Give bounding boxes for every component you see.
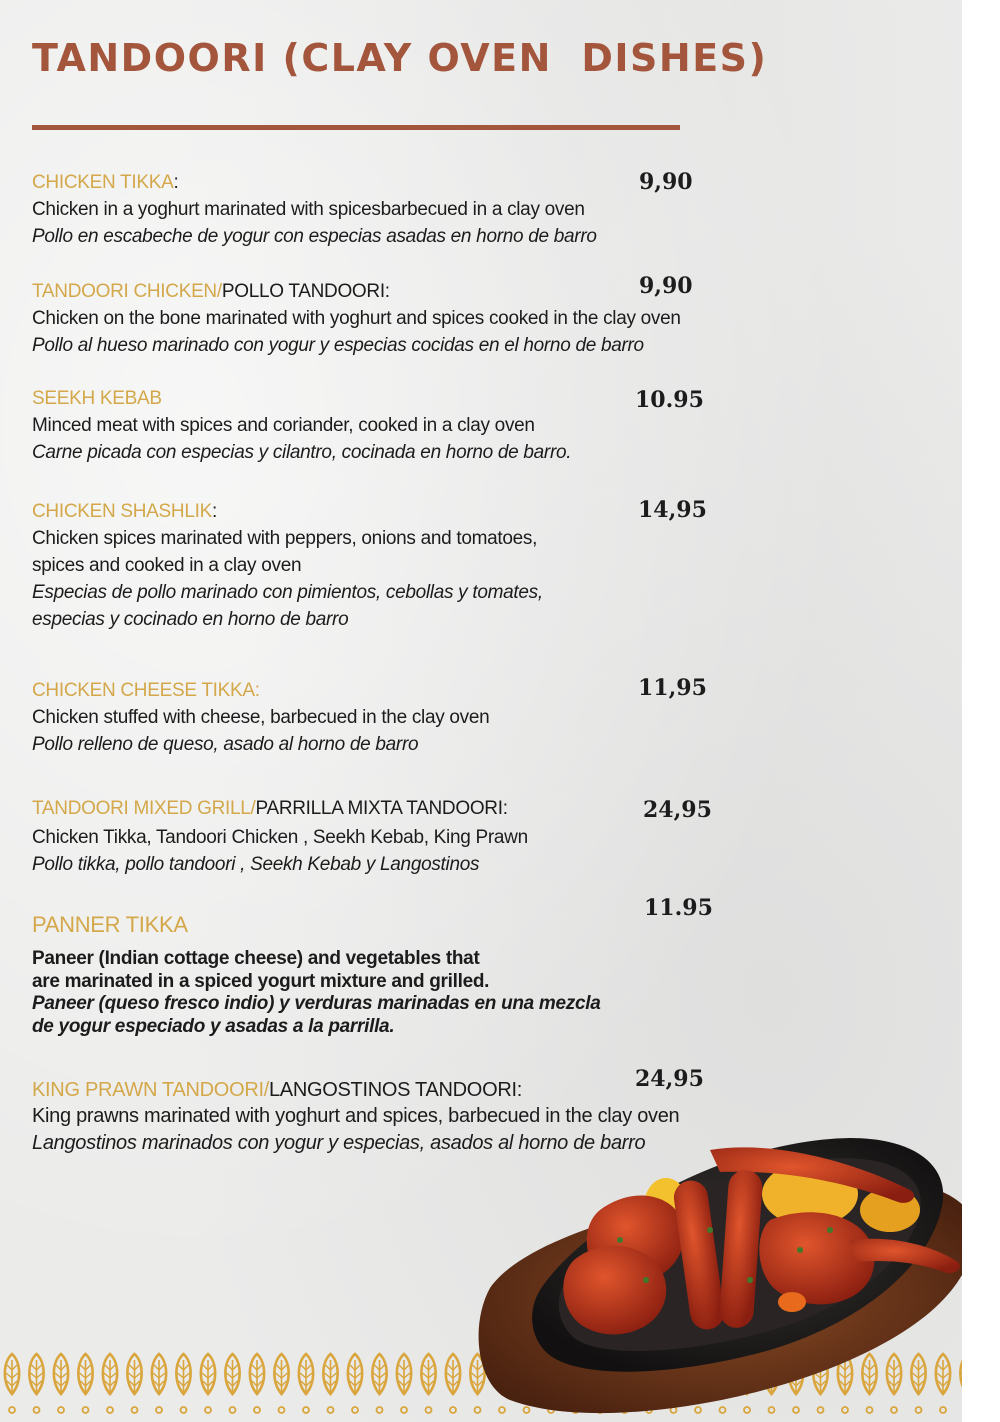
leaf-motif [103, 1354, 117, 1413]
leaf-motif [299, 1354, 313, 1413]
item-description-es: Carne picada con especias y cilantro, cocinada en horno de barro. [32, 442, 572, 463]
item-price: 10.95 [635, 387, 704, 413]
leaf-motif [421, 1354, 435, 1413]
item-description-es: Especias de pollo marinado con pimientos, cebollas y tomates, [32, 582, 543, 603]
leaf-motif [78, 1354, 92, 1413]
item-description-es: Langostinos marinados con yogur y especias, asados al horno de barro [32, 1132, 646, 1154]
item-description-es: Pollo en escabeche de yogur con especias asadas en horno de barro [32, 226, 597, 247]
tandoori-platter-image [470, 1110, 962, 1422]
item-description-en-line2: spices and cooked in a clay oven [32, 555, 302, 576]
menu-item-panner-tikka [32, 910, 752, 1038]
leaf-motif [152, 1354, 166, 1413]
item-description-en: Chicken stuffed with cheese, barbecued in the clay oven [32, 707, 490, 728]
item-description-en: Chicken spices marinated with peppers, onions and tomatoes, [32, 528, 538, 549]
item-price: 14,95 [638, 497, 707, 523]
item-price: 9,90 [639, 169, 693, 195]
item-name: CHICKEN CHEESE TIKKA: [32, 680, 260, 701]
leaf-motif [397, 1354, 411, 1413]
leaf-motif [201, 1354, 215, 1413]
item-description-es-line2: especias y cocinado en horno de barro [32, 609, 349, 630]
leaf-motif [323, 1354, 337, 1413]
leaf-motif [446, 1354, 460, 1413]
leaf-motif [127, 1354, 141, 1413]
leaf-motif [225, 1354, 239, 1413]
item-description-es: Pollo relleno de queso, asado al horno de barro [32, 734, 419, 755]
item-name: KING PRAWN TANDOORI/LANGOSTINOS TANDOORI: [32, 1079, 522, 1101]
item-description-es: Pollo tikka, pollo tandoori , Seekh Kebab y Langostinos [32, 854, 480, 875]
item-description-es-line2: de yogur especiado y asadas a la parrilla. [32, 1015, 395, 1037]
item-description-en: Paneer (Indian cottage cheese) and vegetables that [32, 948, 480, 969]
item-description-en: King prawns marinated with yoghurt and spices, barbecued in the clay oven [32, 1105, 680, 1127]
leaf-motif [5, 1354, 19, 1413]
item-description-es: Paneer (queso fresco indio) y verduras marinadas en una mezcla [32, 993, 601, 1014]
item-name: TANDOORI CHICKEN/POLLO TANDOORI: [32, 281, 390, 302]
leaf-motif [274, 1354, 288, 1413]
item-description-en: Chicken Tikka, Tandoori Chicken , Seekh Kebab, King Prawn [32, 827, 528, 848]
leaf-motif [54, 1354, 68, 1413]
item-name: SEEKH KEBAB [32, 388, 162, 409]
item-price: 11,95 [638, 675, 707, 701]
item-price: 11.95 [644, 895, 713, 921]
item-price: 9,90 [639, 273, 693, 299]
item-price: 24,95 [635, 1066, 704, 1092]
item-name: PANNER TIKKA [32, 912, 188, 937]
item-name: CHICKEN TIKKA: [32, 172, 179, 193]
leaf-motif [29, 1354, 43, 1413]
item-price: 24,95 [643, 797, 712, 823]
item-description-en: Chicken on the bone marinated with yoghurt and spices cooked in the clay oven [32, 308, 681, 329]
leaf-motif [250, 1354, 264, 1413]
item-description-en: Minced meat with spices and coriander, cooked in a clay oven [32, 415, 535, 436]
leaf-motif [372, 1354, 386, 1413]
item-description-en: Chicken in a yoghurt marinated with spicesbarbecued in a clay oven [32, 199, 585, 220]
item-description-es: Pollo al hueso marinado con yogur y especias cocidas en el horno de barro [32, 335, 644, 356]
title-divider [32, 125, 680, 130]
leaf-motif [176, 1354, 190, 1413]
item-description-en-line2: are marinated in a spiced yogurt mixture and grilled. [32, 970, 490, 992]
item-name: TANDOORI MIXED GRILL/PARRILLA MIXTA TANDOORI: [32, 798, 508, 819]
page-title: TANDOORI (CLAY OVEN DISHES) [32, 36, 768, 80]
item-name: CHICKEN SHASHLIK: [32, 501, 217, 522]
leaf-motif [348, 1354, 362, 1413]
